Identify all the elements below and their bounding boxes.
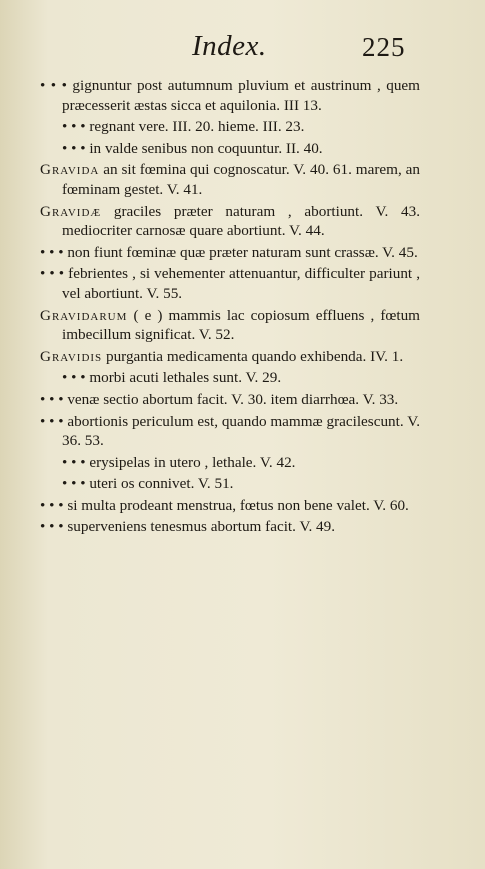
index-entry: • • • regnant vere. III. 20. hieme. III. 23.	[62, 118, 305, 136]
index-entry: • • • superveniens tenesmus abortum facit. V. 49.	[40, 518, 336, 536]
running-head: Index.	[192, 30, 267, 62]
index-entry: • • • in valde senibus non coquuntur. II. 40.	[62, 139, 323, 157]
index-entry: • • • uteri os connivet. V. 51.	[62, 475, 234, 493]
headword: Gravida	[40, 161, 100, 179]
index-entry: • • • non fiunt fœminæ quæ præter naturam sunt crassæ. V. 45.	[40, 243, 418, 261]
headword: Gravidis	[40, 347, 103, 365]
index-entry: Gravida an sit fœmina qui cognoscatur. V. 40. 61. marem, an fœminam gestet. V. 41.	[40, 161, 420, 198]
index-entry: • • • erysipelas in utero , lethale. V. 42.	[62, 453, 296, 471]
index-entry: • • • morbi acuti lethales sunt. V. 29.	[62, 369, 282, 387]
headword: Gravidarum	[40, 306, 128, 324]
index-entry: Gravidæ graciles præter naturam , abortiunt. V. 43. mediocriter carnosæ quare abortiunt. V. 44.	[40, 202, 420, 240]
index-entry: Gravidis purgantia medicamenta quando exhibenda. IV. 1.	[40, 347, 404, 365]
index-entry: • • • abortionis periculum est, quando mammæ gracilescunt. V. 36. 53.	[40, 412, 420, 450]
headword: Gravidæ	[40, 202, 102, 220]
index-entry: • • • gignuntur post autumnum pluvium et austrinum , quem præcesserit æstas sicca et aquilonia. III 13.	[40, 77, 420, 114]
index-entry: Gravidarum ( e ) mammis lac copiosum effluens , fœtum imbecillum significat. V. 52.	[40, 306, 420, 344]
index-entry: • • • febrientes , si vehementer attenuantur, difficulter pariunt , vel abortiunt. V. 55.	[40, 265, 420, 302]
page-number: 225	[362, 32, 406, 62]
index-entry: • • • si multa prodeant menstrua, fœtus non bene valet. V. 60.	[40, 496, 409, 514]
page-header	[0, 30, 485, 70]
index-entry: • • • venæ sectio abortum facit. V. 30. item diarrhœa. V. 33.	[40, 390, 399, 408]
index-body	[40, 76, 420, 539]
